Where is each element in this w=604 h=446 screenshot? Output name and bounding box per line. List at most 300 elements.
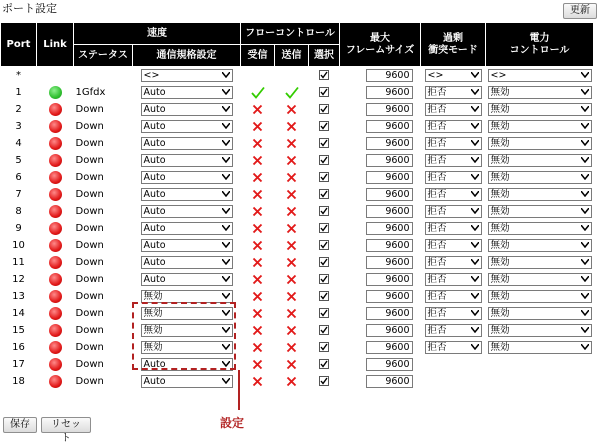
cross-icon (286, 155, 297, 166)
port-status: Down (75, 206, 104, 217)
chevron-down-icon (222, 140, 230, 146)
refresh-button[interactable]: 更新 (563, 3, 597, 19)
wildcard-speed-select[interactable]: <> (141, 69, 233, 82)
chevron-down-icon (471, 242, 479, 248)
flow-control-checkbox[interactable] (319, 359, 329, 369)
chevron-down-icon (471, 293, 479, 299)
port-row (1, 220, 594, 237)
port-number: 15 (12, 325, 25, 336)
speed-select[interactable]: Auto (141, 171, 233, 184)
cross-icon (286, 223, 297, 234)
max-frame-input[interactable]: 9600 (366, 154, 413, 167)
chevron-down-icon (581, 259, 589, 265)
port-status: Down (75, 359, 104, 370)
link-status-icon (49, 171, 62, 184)
flow-tx-indicator (275, 152, 309, 169)
speed-select[interactable]: 無効 (141, 290, 233, 303)
wildcard-excess-select[interactable]: <> (425, 69, 482, 82)
chevron-down-icon (222, 72, 230, 78)
check-icon (285, 86, 299, 99)
flow-control-checkbox[interactable] (319, 376, 329, 386)
port-row (1, 288, 594, 305)
flow-tx-indicator (275, 84, 309, 101)
flow-control-checkbox[interactable] (319, 155, 329, 165)
chevron-down-icon (471, 106, 479, 112)
port-number: 3 (15, 121, 22, 132)
checkmark-icon (320, 326, 328, 334)
chevron-down-icon (222, 310, 230, 316)
flow-rx-indicator (241, 254, 275, 271)
cross-icon (252, 308, 263, 319)
link-status-icon (49, 239, 62, 252)
chevron-down-icon (581, 72, 589, 78)
cross-icon (252, 155, 263, 166)
cross-icon (252, 376, 263, 387)
chevron-down-icon (222, 344, 230, 350)
port-number: 14 (12, 308, 25, 319)
chevron-down-icon (471, 89, 479, 95)
link-status-icon (49, 290, 62, 303)
excess-collision-select[interactable]: 拒否 (425, 273, 482, 286)
chevron-down-icon (222, 191, 230, 197)
flow-tx-indicator (275, 373, 309, 390)
chevron-down-icon (471, 344, 479, 350)
chevron-down-icon (471, 191, 479, 197)
cross-icon (286, 138, 297, 149)
flow-control-checkbox[interactable] (319, 325, 329, 335)
header-select: 選択 (309, 45, 340, 67)
cross-icon (286, 342, 297, 353)
port-status: Down (75, 325, 104, 336)
chevron-down-icon (581, 157, 589, 163)
speed-select[interactable]: Auto (141, 222, 233, 235)
excess-collision-select[interactable]: 拒否 (425, 120, 482, 133)
excess-collision-select[interactable]: 拒否 (425, 222, 482, 235)
max-frame-input[interactable]: 9600 (366, 86, 413, 99)
chevron-down-icon (581, 344, 589, 350)
flow-control-checkbox[interactable] (319, 291, 329, 301)
excess-collision-select[interactable]: 拒否 (425, 307, 482, 320)
port-number: 8 (15, 206, 22, 217)
wildcard-row (1, 67, 594, 85)
chevron-down-icon (581, 293, 589, 299)
speed-select[interactable]: 無効 (141, 307, 233, 320)
port-status: Down (75, 342, 104, 353)
checkmark-icon (320, 343, 328, 351)
chevron-down-icon (581, 123, 589, 129)
flow-tx-indicator (275, 305, 309, 322)
checkmark-icon (320, 207, 328, 215)
port-status: Down (75, 257, 104, 268)
speed-select[interactable]: Auto (141, 154, 233, 167)
max-frame-input[interactable]: 9600 (366, 239, 413, 252)
port-status: 1Gfdx (75, 87, 106, 98)
wildcard-power-select[interactable]: <> (488, 69, 592, 82)
flow-rx-indicator (241, 237, 275, 254)
port-status: Down (75, 121, 104, 132)
chevron-down-icon (581, 310, 589, 316)
port-number: 4 (15, 138, 22, 149)
speed-select[interactable]: Auto (141, 239, 233, 252)
speed-select[interactable]: Auto (141, 375, 233, 388)
chevron-down-icon (222, 174, 230, 180)
power-control-select[interactable]: 無効 (488, 324, 592, 337)
chevron-down-icon (471, 123, 479, 129)
chevron-down-icon (581, 225, 589, 231)
flow-control-checkbox[interactable] (319, 87, 329, 97)
cross-icon (252, 172, 263, 183)
flow-rx-indicator (241, 135, 275, 152)
power-control-select[interactable]: 無効 (488, 137, 592, 150)
port-number: 7 (15, 189, 22, 200)
link-status-icon (49, 86, 62, 99)
flow-rx-indicator (241, 339, 275, 356)
cross-icon (252, 257, 263, 268)
cross-icon (252, 206, 263, 217)
chevron-down-icon (581, 276, 589, 282)
port-number: 12 (12, 274, 25, 285)
cross-icon (286, 376, 297, 387)
cross-icon (286, 240, 297, 251)
speed-select[interactable]: Auto (141, 103, 233, 116)
port-number: 13 (12, 291, 25, 302)
reset-button[interactable]: リセット (41, 417, 91, 433)
flow-tx-indicator (275, 186, 309, 203)
max-frame-input[interactable]: 9600 (366, 222, 413, 235)
flow-tx-indicator (275, 339, 309, 356)
checkmark-icon (320, 105, 328, 113)
chevron-down-icon (471, 174, 479, 180)
port-row (1, 135, 594, 152)
excess-collision-select[interactable]: 拒否 (425, 205, 482, 218)
max-frame-input[interactable]: 9600 (366, 341, 413, 354)
flow-tx-indicator (275, 254, 309, 271)
checkmark-icon (320, 275, 328, 283)
port-number: 9 (15, 223, 22, 234)
max-frame-input[interactable]: 9600 (366, 188, 413, 201)
flow-rx-indicator (241, 101, 275, 118)
flow-rx-indicator (241, 373, 275, 390)
power-control-select[interactable]: 無効 (488, 222, 592, 235)
port-row (1, 152, 594, 169)
port-number: 5 (15, 155, 22, 166)
flow-control-checkbox[interactable] (319, 138, 329, 148)
checkmark-icon (320, 360, 328, 368)
cross-icon (252, 138, 263, 149)
cross-icon (286, 104, 297, 115)
speed-select[interactable]: 無効 (141, 341, 233, 354)
flow-tx-indicator (275, 220, 309, 237)
chevron-down-icon (471, 72, 479, 78)
chevron-down-icon (471, 225, 479, 231)
max-frame-input[interactable]: 9600 (366, 358, 413, 371)
flow-control-checkbox[interactable] (319, 223, 329, 233)
cross-icon (252, 240, 263, 251)
flow-tx-indicator (275, 288, 309, 305)
port-status: Down (75, 223, 104, 234)
flow-tx-indicator (275, 169, 309, 186)
flow-control-checkbox[interactable] (319, 189, 329, 199)
cross-icon (286, 291, 297, 302)
speed-select[interactable]: Auto (141, 205, 233, 218)
excess-collision-select[interactable]: 拒否 (425, 341, 482, 354)
port-status: Down (75, 172, 104, 183)
header-rx: 受信 (241, 45, 275, 67)
power-control-select[interactable]: 無効 (488, 120, 592, 133)
link-status-icon (49, 154, 62, 167)
max-frame-input[interactable]: 9600 (366, 256, 413, 269)
checkmark-icon (320, 88, 328, 96)
flow-tx-indicator (275, 118, 309, 135)
speed-select[interactable]: Auto (141, 273, 233, 286)
port-number: 10 (12, 240, 25, 251)
max-frame-input[interactable]: 9600 (366, 137, 413, 150)
link-status-icon (49, 341, 62, 354)
port-row (1, 169, 594, 186)
flow-tx-indicator (275, 101, 309, 118)
chevron-down-icon (471, 157, 479, 163)
checkmark-icon (320, 292, 328, 300)
wildcard-port: * (16, 70, 21, 81)
chevron-down-icon (581, 327, 589, 333)
speed-select[interactable]: Auto (141, 137, 233, 150)
link-status-icon (49, 222, 62, 235)
max-frame-input[interactable]: 9600 (366, 103, 413, 116)
speed-select[interactable]: Auto (141, 256, 233, 269)
checkmark-icon (320, 241, 328, 249)
flow-rx-indicator (241, 305, 275, 322)
cross-icon (252, 121, 263, 132)
settings-annotation-label: 設定 (220, 416, 245, 430)
header-power-control: 電力 コントロール (486, 23, 594, 67)
power-control-select[interactable]: 無効 (488, 290, 592, 303)
flow-tx-indicator (275, 322, 309, 339)
cross-icon (252, 342, 263, 353)
chevron-down-icon (471, 310, 479, 316)
checkmark-icon (320, 122, 328, 130)
flow-control-checkbox[interactable] (319, 257, 329, 267)
chevron-down-icon (222, 242, 230, 248)
header-flow-control: フローコントロール (241, 23, 340, 45)
cross-icon (286, 189, 297, 200)
link-status-icon (49, 103, 62, 116)
flow-rx-indicator (241, 169, 275, 186)
chevron-down-icon (222, 259, 230, 265)
checkmark-icon (320, 309, 328, 317)
cross-icon (252, 223, 263, 234)
excess-collision-select[interactable]: 拒否 (425, 239, 482, 252)
port-status: Down (75, 189, 104, 200)
port-row (1, 322, 594, 339)
callout-line (238, 370, 240, 410)
cross-icon (252, 274, 263, 285)
speed-select[interactable]: Auto (141, 120, 233, 133)
max-frame-input[interactable]: 9600 (366, 324, 413, 337)
port-status: Down (75, 155, 104, 166)
cross-icon (286, 121, 297, 132)
flow-rx-indicator (241, 288, 275, 305)
port-row (1, 84, 594, 101)
chevron-down-icon (222, 106, 230, 112)
flow-control-checkbox[interactable] (319, 104, 329, 114)
flow-control-checkbox[interactable] (319, 274, 329, 284)
chevron-down-icon (581, 174, 589, 180)
flow-rx-indicator (241, 186, 275, 203)
flow-rx-indicator (241, 322, 275, 339)
flow-tx-indicator (275, 135, 309, 152)
flow-rx-indicator (241, 220, 275, 237)
port-number: 6 (15, 172, 22, 183)
power-control-select[interactable]: 無効 (488, 273, 592, 286)
checkmark-icon (320, 377, 328, 385)
max-frame-input[interactable]: 9600 (366, 205, 413, 218)
port-status: Down (75, 274, 104, 285)
link-status-icon (49, 120, 62, 133)
checkmark-icon (320, 224, 328, 232)
header-link: Link (37, 23, 74, 67)
chevron-down-icon (222, 123, 230, 129)
chevron-down-icon (581, 242, 589, 248)
port-status: Down (75, 291, 104, 302)
port-status: Down (75, 376, 104, 387)
flow-rx-indicator (241, 152, 275, 169)
check-icon (251, 86, 265, 99)
port-row (1, 237, 594, 254)
flow-rx-indicator (241, 203, 275, 220)
max-frame-input[interactable]: 9600 (366, 171, 413, 184)
cross-icon (252, 189, 263, 200)
cross-icon (286, 325, 297, 336)
port-row (1, 271, 594, 288)
header-excess-collision: 過剰 衝突モード (421, 23, 486, 67)
excess-collision-select[interactable]: 拒否 (425, 137, 482, 150)
chevron-down-icon (471, 259, 479, 265)
chevron-down-icon (222, 225, 230, 231)
flow-control-checkbox[interactable] (319, 240, 329, 250)
max-frame-input[interactable]: 9600 (366, 290, 413, 303)
port-number: 16 (12, 342, 25, 353)
power-control-select[interactable]: 無効 (488, 307, 592, 320)
chevron-down-icon (222, 361, 230, 367)
excess-collision-select[interactable]: 拒否 (425, 86, 482, 99)
header-tx: 送信 (275, 45, 309, 67)
cross-icon (286, 359, 297, 370)
header-port: Port (1, 23, 37, 67)
speed-select[interactable]: 無効 (141, 324, 233, 337)
power-control-select[interactable]: 無効 (488, 171, 592, 184)
flow-rx-indicator (241, 356, 275, 373)
chevron-down-icon (471, 208, 479, 214)
cross-icon (252, 359, 263, 370)
chevron-down-icon (581, 191, 589, 197)
excess-collision-select[interactable]: 拒否 (425, 103, 482, 116)
port-config-table (0, 22, 594, 390)
excess-collision-select[interactable]: 拒否 (425, 188, 482, 201)
checkmark-icon (320, 258, 328, 266)
port-row (1, 356, 594, 373)
checkmark-icon (320, 156, 328, 164)
excess-collision-select[interactable]: 拒否 (425, 290, 482, 303)
port-status: Down (75, 104, 104, 115)
chevron-down-icon (471, 140, 479, 146)
speed-select[interactable]: Auto (141, 358, 233, 371)
port-number: 17 (12, 359, 25, 370)
power-control-select[interactable]: 無効 (488, 86, 592, 99)
chevron-down-icon (581, 140, 589, 146)
port-number: 1 (15, 87, 22, 98)
flow-rx-indicator (241, 118, 275, 135)
link-status-icon (49, 375, 62, 388)
max-frame-input[interactable]: 9600 (366, 120, 413, 133)
power-control-select[interactable]: 無効 (488, 341, 592, 354)
checkmark-icon (320, 190, 328, 198)
link-status-icon (49, 205, 62, 218)
power-control-select[interactable]: 無効 (488, 256, 592, 269)
speed-select[interactable]: Auto (141, 188, 233, 201)
flow-tx-indicator (275, 356, 309, 373)
port-status: Down (75, 308, 104, 319)
link-status-icon (49, 273, 62, 286)
excess-collision-select[interactable]: 拒否 (425, 171, 482, 184)
chevron-down-icon (581, 89, 589, 95)
checkmark-icon (320, 71, 328, 79)
flow-rx-indicator (241, 84, 275, 101)
header-max-frame: 最大 フレームサイズ (340, 23, 421, 67)
flow-control-checkbox[interactable] (319, 206, 329, 216)
save-button[interactable]: 保存 (3, 417, 37, 433)
power-control-select[interactable]: 無効 (488, 103, 592, 116)
flow-control-checkbox[interactable] (319, 121, 329, 131)
chevron-down-icon (222, 293, 230, 299)
flow-control-checkbox[interactable] (319, 342, 329, 352)
max-frame-input[interactable]: 9600 (366, 307, 413, 320)
power-control-select[interactable]: 無効 (488, 239, 592, 252)
power-control-select[interactable]: 無効 (488, 154, 592, 167)
chevron-down-icon (222, 276, 230, 282)
speed-select[interactable]: Auto (141, 86, 233, 99)
cross-icon (286, 172, 297, 183)
flow-tx-indicator (275, 271, 309, 288)
wildcard-flow-checkbox[interactable] (319, 70, 329, 80)
page-title: ポート設定 (2, 2, 57, 15)
cross-icon (252, 104, 263, 115)
header-config: 通信規格設定 (133, 45, 241, 67)
header-status: ステータス (74, 45, 133, 67)
excess-collision-select[interactable]: 拒否 (425, 154, 482, 167)
flow-control-checkbox[interactable] (319, 172, 329, 182)
chevron-down-icon (581, 208, 589, 214)
port-row (1, 118, 594, 135)
max-frame-input[interactable]: 9600 (366, 375, 413, 388)
excess-collision-select[interactable]: 拒否 (425, 256, 482, 269)
chevron-down-icon (581, 106, 589, 112)
link-status-icon (49, 324, 62, 337)
flow-tx-indicator (275, 203, 309, 220)
chevron-down-icon (222, 378, 230, 384)
flow-control-checkbox[interactable] (319, 308, 329, 318)
link-status-icon (49, 137, 62, 150)
power-control-select[interactable]: 無効 (488, 188, 592, 201)
max-frame-input[interactable]: 9600 (366, 273, 413, 286)
power-control-select[interactable]: 無効 (488, 205, 592, 218)
port-row (1, 305, 594, 322)
port-row (1, 101, 594, 118)
wildcard-max-frame-input[interactable]: 9600 (366, 69, 413, 82)
checkmark-icon (320, 173, 328, 181)
port-row (1, 373, 594, 390)
excess-collision-select[interactable]: 拒否 (425, 324, 482, 337)
flow-rx-indicator (241, 271, 275, 288)
